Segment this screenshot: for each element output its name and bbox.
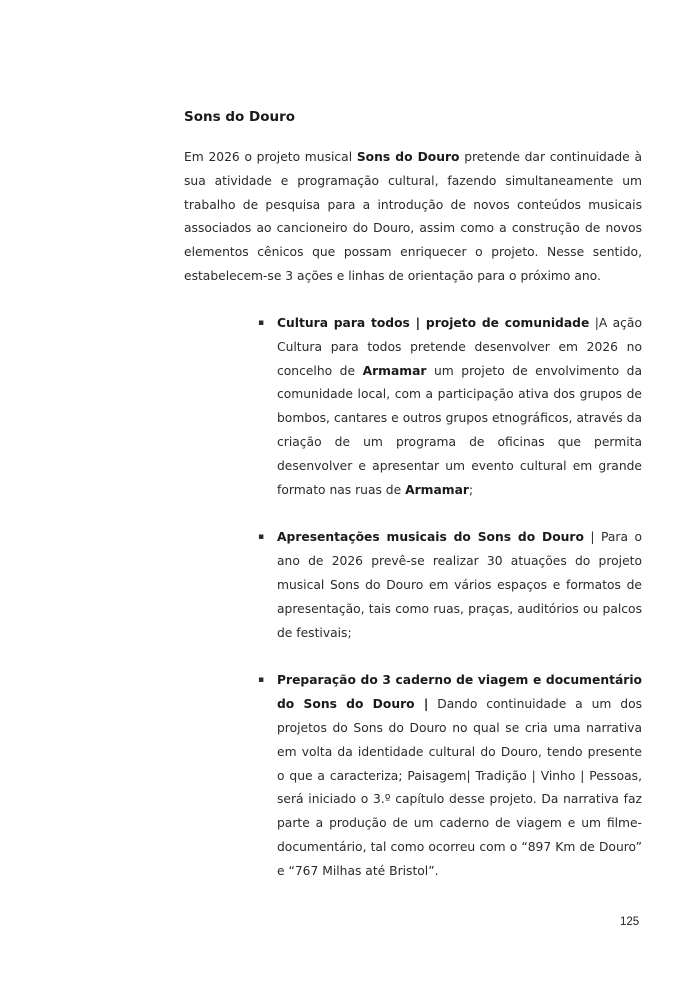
item-text: Dando continuidade a um dos projetos do Sons do Douro no qual se cria uma narrativa em volta da identidade cultural do Douro, tendo presente o que a caracteriza; Paisagem| Tradição | Vinho | Pessoas, será iniciado o 3.º capítulo desse projeto. Da narrativa faz parte a produção de um caderno de viagem e um filme-documentário, tal como ocorreu com o “897 Km de Douro” e “767 Milhas até Bristol”.: [277, 697, 642, 878]
place-name-bold: Armamar: [362, 363, 427, 378]
list-item-apresentacoes-musicais: [258, 526, 642, 645]
item-heading: Apresentações musicais do Sons do Douro: [277, 530, 584, 545]
bullet-square-icon: ▪: [258, 318, 265, 328]
item-text: um projeto de envolvimento da comunidade local, com a participação ativa dos grupos de bombos, cantares e outros grupos etnográficos, através da criação de um programa de oficinas que permita desenvolver e apresentar um evento cultural em grande formato nas ruas de: [277, 363, 642, 497]
item-text: | Para o ano de 2026 prevê-se realizar 30 atuações do projeto musical Sons do Douro em vários espaços e formatos de apresentação, tais como ruas, praças, auditórios ou palcos de festivais;: [277, 530, 642, 640]
list-item-caderno-de-viagem: [258, 669, 642, 883]
intro-paragraph: [184, 146, 642, 289]
project-name-bold: Sons do Douro: [356, 150, 460, 164]
intro-text-2: pretende dar continuidade à sua atividade e programação cultural, fazendo simultaneamente um trabalho de pesquisa para a introdução de novos conteúdos musicais associados ao cancioneiro do Douro, assim como a construção de novos elementos cênicos que possam enriquecer o projeto. Nesse sentido, estabelecem-se 3 ações e linhas de orientação para o próximo ano.: [184, 150, 642, 283]
item-text: |A ação Cultura para todos pretende desenvolver em 2026 no concelho de: [277, 316, 642, 378]
bullet-square-icon: ▪: [258, 532, 265, 543]
item-heading: Preparação do 3 caderno de viagem e documentário do Sons do Douro |: [277, 673, 642, 712]
page-number: 125: [620, 916, 640, 928]
bullet-square-icon: ▪: [258, 675, 265, 686]
list-item-cultura-para-todos: [258, 312, 642, 502]
section-title: Sons do Douro: [184, 109, 296, 125]
actions-list: [258, 312, 642, 908]
place-name-bold: Armamar: [405, 482, 469, 497]
item-text: ;: [468, 482, 474, 497]
item-heading: Cultura para todos | projeto de comunidade: [277, 316, 590, 330]
intro-text-1: Em 2026 o projeto musical: [184, 150, 357, 164]
